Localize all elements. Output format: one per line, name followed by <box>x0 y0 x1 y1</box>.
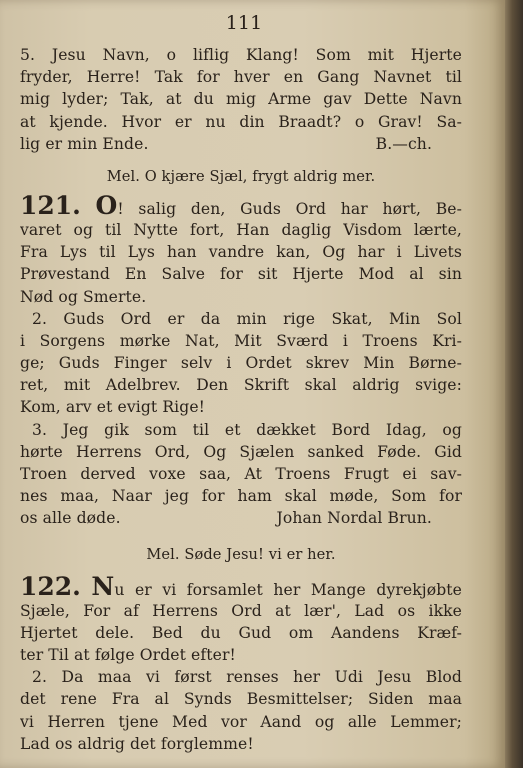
text-line: ge; Guds Finger selv i Ordet skrev Min Børne- <box>20 354 462 373</box>
text-line: 3. Jeg gik som til et dækket Bord Idag, og <box>32 420 462 439</box>
text-line: i Sorgens mørke Nat, Mit Sværd i Troens Kri- <box>20 331 462 350</box>
text-line-end: os alle døde. <box>20 509 121 528</box>
hymn-number: 122. <box>20 573 81 600</box>
text-line <box>20 133 462 155</box>
text-line: Fra Lys til Lys han vandre kan, Og har i Livets <box>20 243 462 262</box>
text-line: ret, mit Adelbrev. Den Skrift skal aldrig svige: <box>20 376 462 395</box>
text-line: ter Til at følge Ordet efter! <box>20 645 236 664</box>
text-line: 5. Jesu Navn, o liflig Klang! Som mit Hjerte <box>20 46 462 64</box>
melody-heading: Mel. Søde Jesu! vi er her. <box>146 545 336 563</box>
hymn-number: 121. <box>20 192 81 219</box>
hymn-122 <box>20 574 462 755</box>
text-line: nes maa, Naar jeg for ham skal møde, Som for <box>20 487 462 506</box>
hymn-121 <box>20 193 462 530</box>
verse-5 <box>20 44 462 155</box>
page-text <box>20 8 462 755</box>
melody-heading: Mel. O kjære Sjæl, frygt aldrig mer. <box>106 167 376 185</box>
first-line-text: u er vi forsamlet her Mange dyrekjøbte <box>114 580 462 599</box>
page-number: 111 <box>225 12 263 34</box>
text-line: det rene Fra al Synds Besmittelser; Siden maa <box>20 690 462 709</box>
first-line-text: ! salig den, Guds Ord har hørt, Be- <box>117 199 462 218</box>
text-line: varet og til Nytte fort, Han daglig Visdom lærte, <box>20 220 462 239</box>
text-line-end: lig er min Ende. <box>20 134 149 153</box>
text-line: 2. Guds Ord er da min rige Skat, Min Sol <box>32 309 462 328</box>
author-signature: Johan Nordal Brun. <box>276 509 432 528</box>
text-line: mig lyder; Tak, at du mig Arme gav Dette Navn <box>20 90 462 109</box>
text-line <box>20 507 462 529</box>
text-line: 2. Da maa vi først renses her Udi Jesu Blod <box>32 668 462 687</box>
text-line: Sjæle, For af Herrens Ord at lær', Lad os ikke <box>20 601 462 620</box>
text-line: at kjende. Hvor er nu din Braadt? o Grav! Sa- <box>20 112 462 131</box>
text-line: Prøvestand En Salve for sit Hjerte Mod al sin <box>20 265 462 284</box>
text-line: hørte Herrens Ord, Og Sjælen sanked Føde. Gid <box>20 442 462 461</box>
initial-letter: N <box>91 573 115 600</box>
book-page-edge <box>505 0 523 768</box>
text-line: fryder, Herre! Tak for hver en Gang Navnet til <box>20 68 462 87</box>
text-line: Lad os aldrig det forglemme! <box>20 734 254 753</box>
initial-letter: O <box>95 192 118 219</box>
text-line: Troen derved voxe saa, At Troens Frugt ei sav- <box>20 465 462 483</box>
author-signature: B.—ch. <box>375 134 432 153</box>
text-line: Nød og Smerte. <box>20 287 147 306</box>
text-line: vi Herren tjene Med vor Aand og alle Lemmer; <box>20 712 462 731</box>
text-line: Kom, arv et evigt Rige! <box>20 398 206 417</box>
text-line: Hjertet dele. Bed du Gud om Aandens Kræf- <box>20 623 462 642</box>
hymn-first-line <box>20 193 462 219</box>
hymn-first-line <box>20 574 462 600</box>
